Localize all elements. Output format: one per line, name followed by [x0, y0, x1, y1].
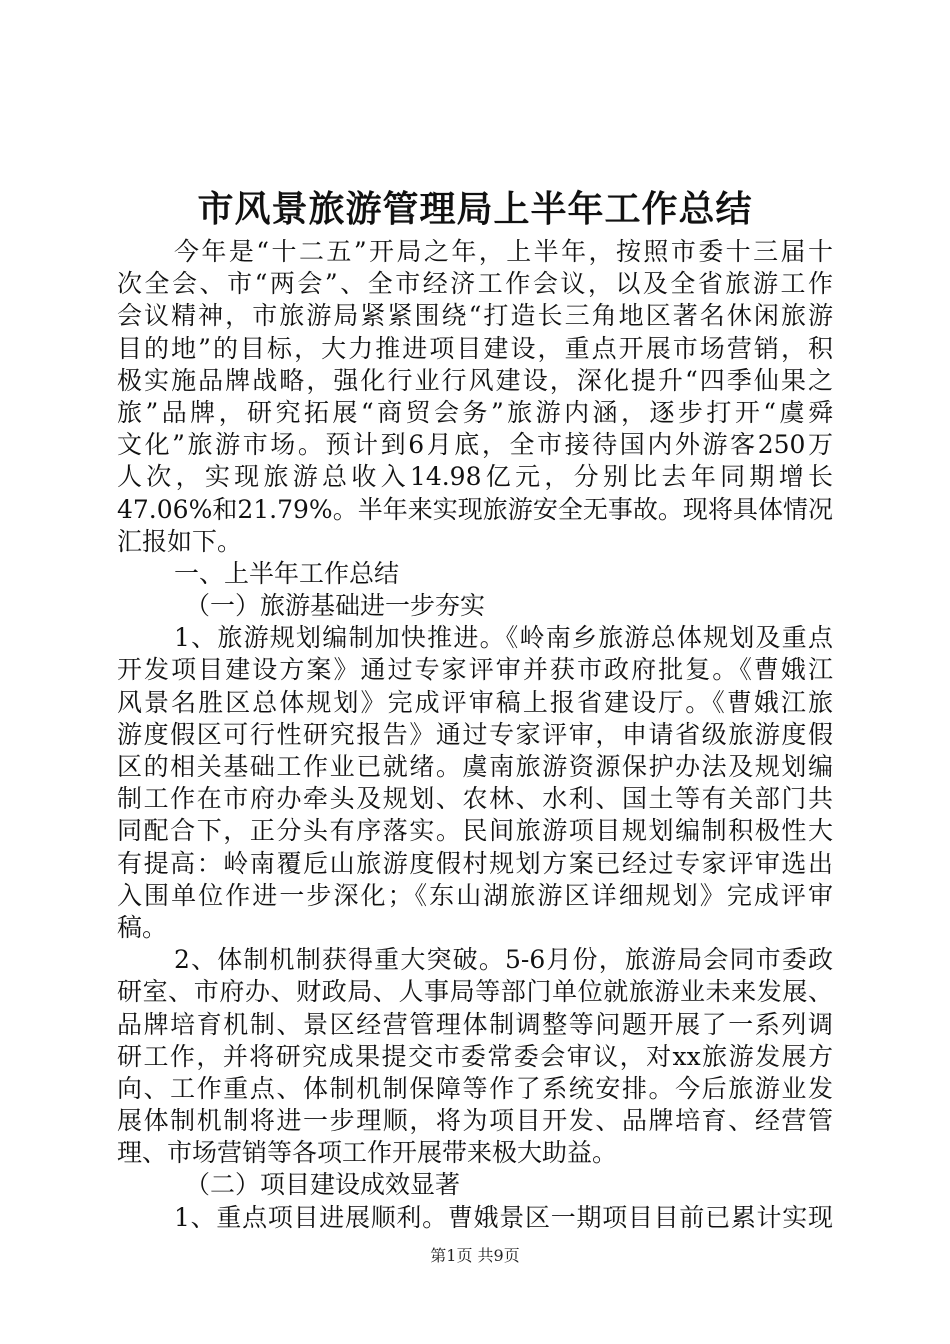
text-line: 品牌培育机制、景区经营管理体制调整等问题开展了一系列调 — [117, 1009, 833, 1039]
text-line: 稿。 — [117, 912, 168, 942]
text-line: 同配合下，正分头有序落实。民间旅游项目规划编制积极性大 — [117, 816, 833, 846]
text-line: 2、体制机制获得重大突破。5-6月份，旅游局会同市委政 — [174, 945, 833, 975]
document-body — [117, 236, 833, 1234]
text-line: 研室、市府办、财政局、人事局等部门单位就旅游业未来发展、 — [117, 977, 833, 1007]
text-line: 1、旅游规划编制加快推进。《岭南乡旅游总体规划及重点 — [174, 623, 833, 653]
text-line: 展体制机制将进一步理顺，将为项目开发、品牌培育、经营管 — [117, 1106, 833, 1136]
text-line: 风景名胜区总体规划》完成评审稿上报省建设厅。《曹娥江旅 — [117, 687, 833, 717]
text-line: 向、工作重点、体制机制保障等作了系统安排。今后旅游业发 — [117, 1073, 833, 1103]
text-line: 制工作在市府办牵头及规划、农林、水利、国土等有关部门共 — [117, 784, 833, 814]
section-heading: 一、上半年工作总结 — [174, 558, 400, 588]
text-line: 开发项目建设方案》通过专家评审并获市政府批复。《曹娥江 — [117, 655, 833, 685]
document-title: 市风景旅游管理局上半年工作总结 — [197, 188, 753, 230]
text-line: 入围单位作进一步深化；《东山湖旅游区详细规划》完成评审 — [117, 880, 833, 910]
page-footer: 第1页 共9页 — [430, 1246, 520, 1265]
text-line: 游度假区可行性研究报告》通过专家评审，申请省级旅游度假 — [117, 719, 833, 749]
text-line: 区的相关基础工作业已就绪。虞南旅游资源保护办法及规划编 — [117, 752, 833, 781]
text-line: 旅”品牌，研究拓展“商贸会务”旅游内涵，逐步打开“虞舜 — [117, 397, 833, 427]
text-line: 47.06%和21.79%。半年来实现旅游安全无事故。现将具体情况 — [117, 494, 833, 524]
text-line: 1、重点项目进展顺利。曹娥景区一期项目目前已累计实现 — [174, 1202, 833, 1232]
text-line: 有提高：岭南覆卮山旅游度假村规划方案已经过专家评审选出 — [117, 848, 833, 878]
text-line: 今年是“十二五”开局之年，上半年，按照市委十三届十 — [174, 237, 833, 266]
text-line: 会议精神，市旅游局紧紧围绕“打造长三角地区著名休闲旅游 — [117, 301, 833, 331]
text-line: 目的地”的目标，大力推进项目建设，重点开展市场营销，积 — [117, 333, 833, 363]
subsection-heading: （一）旅游基础进一步夯实 — [185, 591, 486, 621]
text-line: 研工作，并将研究成果提交市委常委会审议，对xx旅游发展方 — [117, 1041, 833, 1071]
text-line: 文化”旅游市场。预计到6月底，全市接待国内外游客250万 — [117, 430, 833, 460]
text-line: 汇报如下。 — [117, 526, 243, 556]
text-line: 极实施品牌战略，强化行业行风建设，深化提升“四季仙果之 — [117, 365, 833, 395]
text-line: 人次，实现旅游总收入14.98亿元，分别比去年同期增长 — [117, 462, 833, 492]
text-line: 次全会、市“两会”、全市经济工作会议，以及全省旅游工作 — [117, 269, 833, 299]
text-line: 理、市场营销等各项工作开展带来极大助益。 — [117, 1138, 618, 1168]
subsection-heading: （二）项目建设成效显著 — [185, 1170, 461, 1200]
